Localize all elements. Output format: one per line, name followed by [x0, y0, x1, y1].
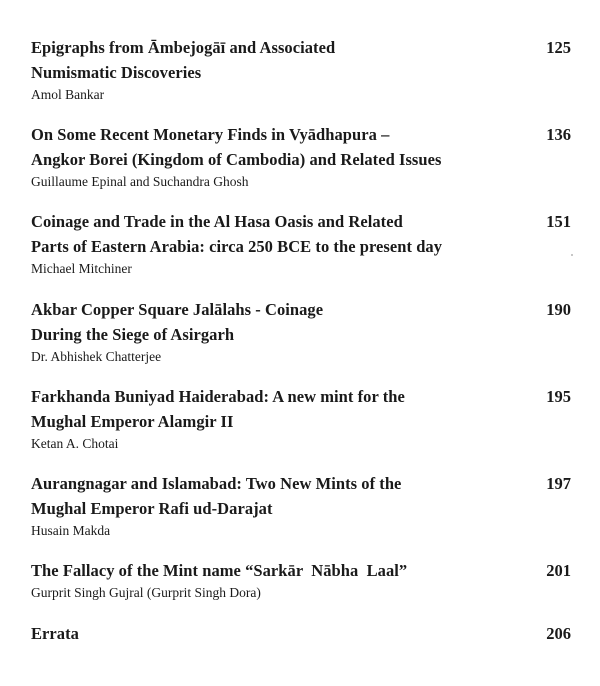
entry-page-number: 197	[546, 474, 571, 493]
entry-page-number: 195	[546, 387, 571, 406]
entry-page-number: 125	[546, 38, 571, 57]
entry-author: Ketan A. Chotai	[31, 436, 119, 451]
entry-title-line: Mughal Emperor Rafi ud-Darajat	[31, 499, 273, 518]
entry-author: Husain Makda	[31, 523, 111, 538]
toc-entry[interactable]	[31, 35, 571, 104]
entry-page-number: 206	[546, 624, 571, 643]
entry-title-line: Akbar Copper Square Jalālahs - Coinage	[31, 300, 324, 319]
toc-entry[interactable]	[31, 122, 571, 191]
entry-title-line: During the Siege of Asirgarh	[31, 325, 235, 344]
entry-page-number: 136	[546, 125, 571, 144]
entry-title-line: Angkor Borei (Kingdom of Cambodia) and Related Issues	[31, 150, 442, 169]
entry-title[interactable]	[31, 209, 501, 259]
entry-page-number: 151	[546, 212, 571, 231]
entry-title-line: On Some Recent Monetary Finds in Vyādhapura –	[31, 125, 390, 144]
scan-speck	[571, 254, 573, 256]
entry-author: Dr. Abhishek Chatterjee	[31, 349, 162, 364]
entry-author: Gurprit Singh Gujral (Gurprit Singh Dora)	[31, 585, 261, 600]
entry-title-line: Numismatic Discoveries	[31, 63, 202, 82]
entry-author: Guillaume Epinal and Suchandra Ghosh	[31, 174, 249, 189]
entry-title-line: Aurangnagar and Islamabad: Two New Mints of the	[31, 474, 402, 493]
entry-title[interactable]	[31, 35, 501, 85]
entry-title-line: Epigraphs from Āmbejogāī and Associated	[31, 38, 336, 57]
entry-title-line: Farkhanda Buniyad Haiderabad: A new mint for the	[31, 387, 405, 406]
entry-title[interactable]	[31, 621, 501, 646]
toc-entry[interactable]	[31, 297, 571, 366]
entry-title[interactable]	[31, 471, 501, 521]
entry-title-line: Mughal Emperor Alamgir II	[31, 412, 234, 431]
toc-entry[interactable]	[31, 384, 571, 453]
entry-author: Michael Mitchiner	[31, 261, 132, 276]
entry-title[interactable]	[31, 558, 501, 583]
entry-author: Amol Bankar	[31, 87, 105, 102]
entry-page-number: 190	[546, 300, 571, 319]
entry-title-line: Coinage and Trade in the Al Hasa Oasis and Related	[31, 212, 403, 231]
entry-title-line: The Fallacy of the Mint name “Sarkār Nābha Laal”	[31, 561, 408, 580]
toc-entry[interactable]	[31, 558, 571, 602]
entry-title-line: Parts of Eastern Arabia: circa 250 BCE to the present day	[31, 237, 443, 256]
entry-page-number: 201	[546, 561, 571, 580]
toc-entry[interactable]	[31, 209, 571, 278]
toc-entry[interactable]	[31, 621, 571, 646]
entry-title[interactable]	[31, 297, 501, 347]
toc-entry[interactable]	[31, 471, 571, 540]
entry-title-line: Errata	[31, 624, 79, 643]
entry-title[interactable]	[31, 122, 501, 172]
entry-title[interactable]	[31, 384, 501, 434]
